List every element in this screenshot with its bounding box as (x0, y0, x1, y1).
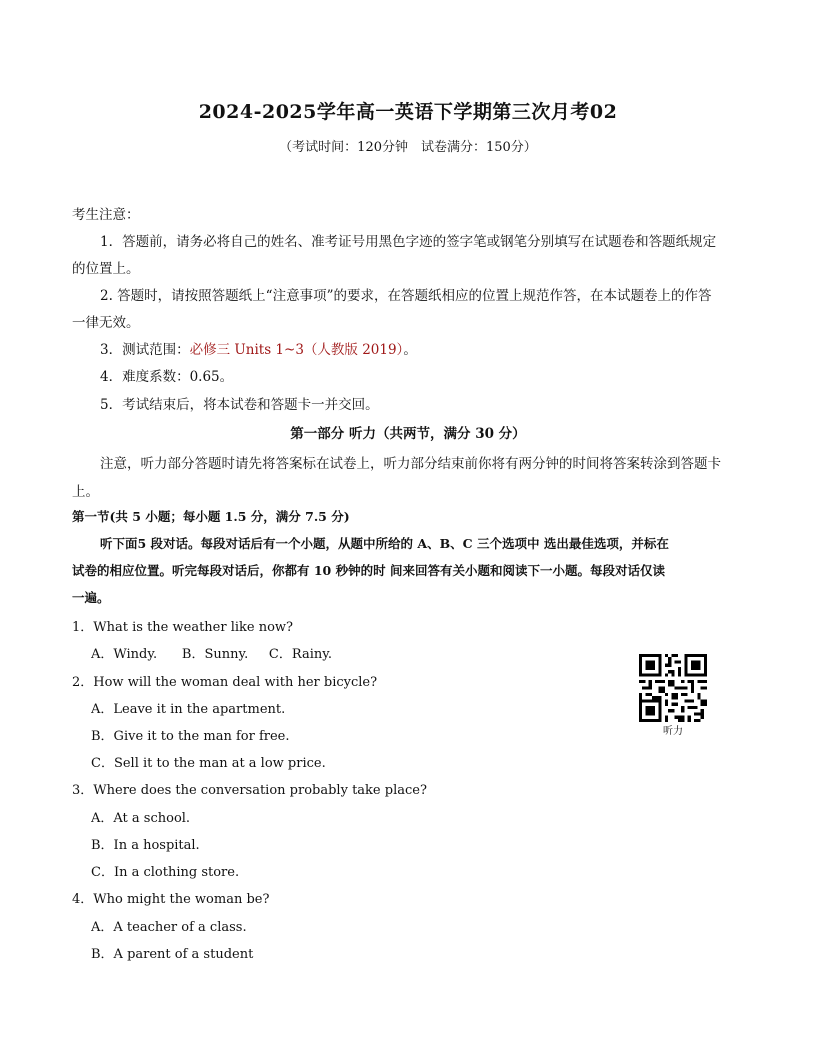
notice-item-1-cont: 的位置上。 (72, 261, 140, 277)
question-3-option-c: C．In a clothing store. (91, 865, 240, 880)
notice-item-4: 4．难度系数：0.65。 (100, 369, 234, 385)
notice-item-3-suffix: 。 (403, 342, 417, 358)
notice-item-3-prefix: 3．测试范围： (100, 342, 190, 358)
page-title: 2024-2025学年高一英语下学期第三次月考02 (198, 101, 618, 123)
notice-heading: 考生注意： (72, 207, 140, 223)
section1-instructions-end: 一遍。 (72, 590, 110, 605)
notice-item-1: 1．答题前，请务必将自己的姓名、准考证号用黑色字迹的签字笔或钢笔分别填写在试题卷和答题纸规定 (100, 234, 717, 250)
question-2: 2．How will the woman deal with her bicycle? (72, 675, 378, 690)
qr-code-label: 听力 (663, 726, 683, 737)
section1-instructions: 听下面5 段对话。每段对话后有一个小题，从题中所给的 A、B、C 三个选项中 选出最佳选项，并标在 (100, 536, 669, 551)
question-4-option-a: A．A teacher of a class. (91, 920, 247, 935)
notice-item-5: 5．考试结束后，将本试卷和答题卡一并交回。 (100, 397, 379, 413)
part1-heading: 第一部分 听力（共两节，满分 30 分） (290, 426, 526, 442)
exam-info: （考试时间：120分钟 试卷满分：150分） (279, 140, 537, 155)
section1-instructions-cont: 试卷的相应位置。听完每段对话后，你都有 10 秒钟的时 间来回答有关小题和阅读下一小题。每段对话仅读 (72, 563, 665, 578)
question-1: 1．What is the weather like now? (72, 620, 294, 635)
listening-note-cont: 上。 (72, 484, 99, 500)
test-scope: 必修三 Units 1~3（人教版 2019） (189, 342, 404, 358)
question-1-options: A．Windy. B．Sunny. C．Rainy. (91, 647, 332, 662)
question-2-option-c: C．Sell it to the man at a low price. (91, 756, 326, 771)
question-3-option-a: A．At a school. (91, 811, 191, 826)
notice-item-2-cont: 一律无效。 (72, 315, 140, 331)
question-3-option-b: B．In a hospital. (91, 838, 200, 853)
section1-heading: 第一节(共 5 小题；每小题 1.5 分，满分 7.5 分) (72, 509, 350, 524)
question-3: 3．Where does the conversation probably take place? (72, 783, 427, 798)
listening-qr-code-icon[interactable] (639, 654, 707, 722)
question-2-option-b: B．Give it to the man for free. (91, 729, 290, 744)
notice-item-3 (100, 338, 744, 358)
notice-item-2: 2. 答题时，请按照答题纸上“注意事项”的要求，在答题纸相应的位置上规范作答，在本试题卷上的作答 (100, 288, 712, 304)
question-4-option-b: B．A parent of a student (91, 947, 254, 962)
listening-note: 注意，听力部分答题时请先将答案标在试卷上，听力部分结束前你将有两分钟的时间将答案转涂到答题卡 (100, 456, 721, 472)
question-2-option-a: A．Leave it in the apartment. (91, 702, 286, 717)
question-4: 4．Who might the woman be? (72, 892, 270, 907)
